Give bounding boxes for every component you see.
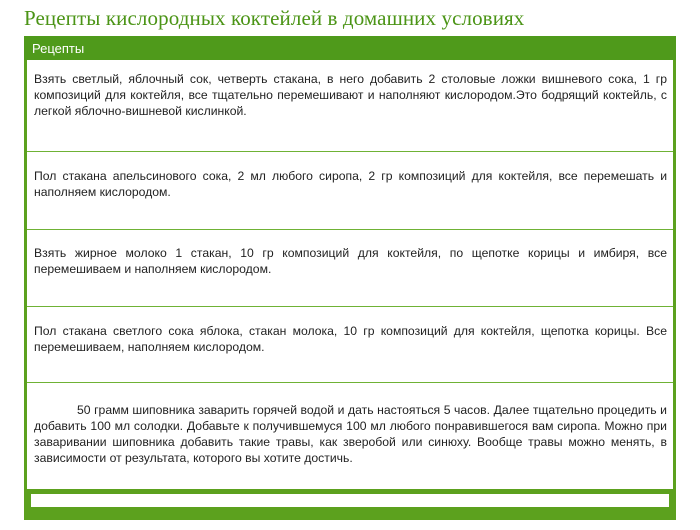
recipe-text: Взять светлый, яблочный сок, четверть стакана, в него добавить 2 столовые ложки вишневого сока, 1 гр композиций для коктейля, все тщательно перемешивают и наполняют кислородом.Это бодрящий коктейль, с легкой яблочно-вишневой кислинкой. xyxy=(34,72,667,118)
recipe-item xyxy=(27,383,673,491)
recipe-item xyxy=(27,307,673,383)
recipes-panel xyxy=(24,36,676,520)
recipe-text: Взять жирное молоко 1 стакан, 10 гр композиций для коктейля, по щепотке корицы и имбиря, все перемешиваем и наполняем кислородом. xyxy=(34,246,667,276)
recipe-item xyxy=(27,152,673,230)
panel-footer-inner xyxy=(31,494,669,507)
recipe-text: Пол стакана светлого сока яблока, стакан молока, 10 гр композиций для коктейля, щепотка корицы. Все перемешиваем, наполняем кислородом. xyxy=(34,324,667,354)
recipe-item xyxy=(27,230,673,307)
panel-header: Рецепты xyxy=(24,36,676,60)
recipe-text: Пол стакана апельсинового сока, 2 мл любого сиропа, 2 гр композиций для коктейля, все перемешать и наполняем кислородом. xyxy=(34,169,667,199)
recipe-text: 50 грамм шиповника заварить горячей водой и дать настояться 5 часов. Далее тщательно процедить и добавить 100 мл солодки. Добавьте к получившемуся 100 мл любого понравившегося вам сиропа. Можно при заваривании шиповника добавить такие травы, как зверобой или синюху. Вообще травы можно менять, в зависимости от результата, которого вы хотите достичь. xyxy=(34,403,667,465)
page-title: Рецепты кислородных коктейлей в домашних условиях xyxy=(24,6,525,30)
recipe-item xyxy=(27,60,673,152)
panel-footer xyxy=(27,489,673,517)
